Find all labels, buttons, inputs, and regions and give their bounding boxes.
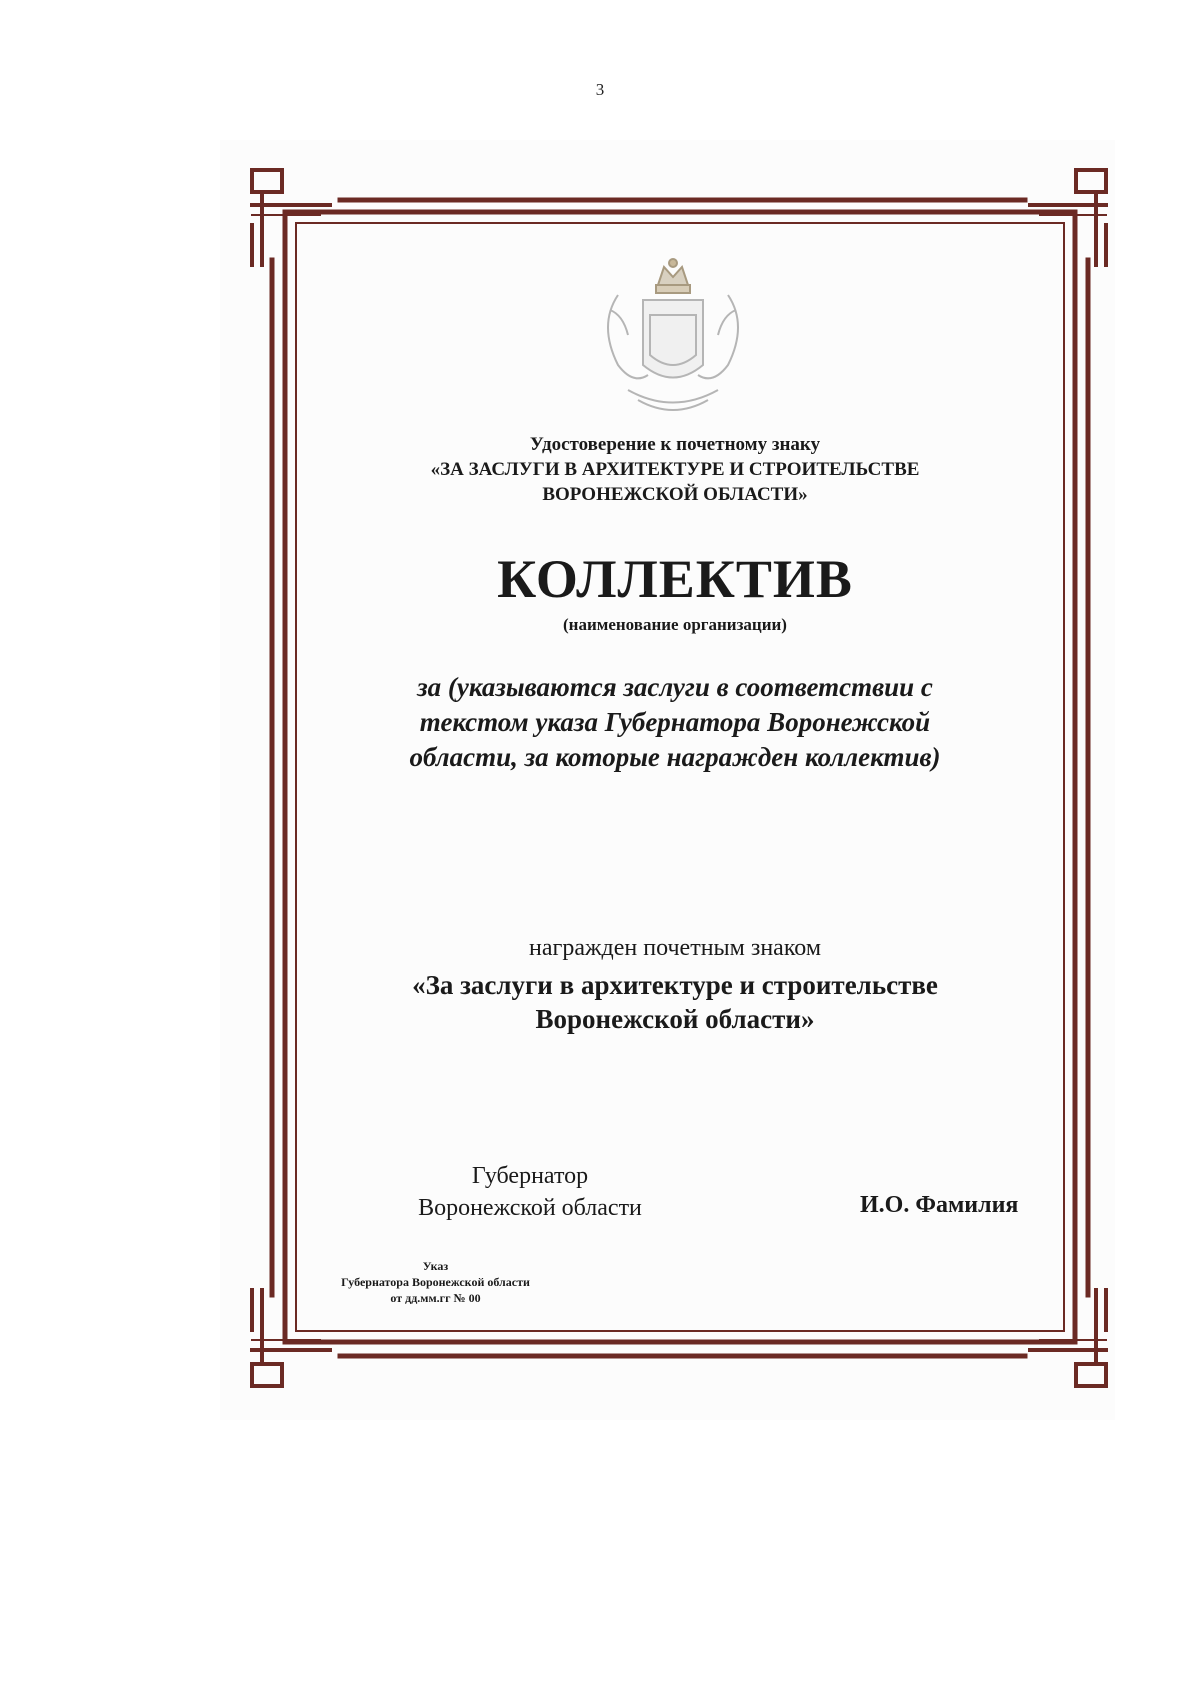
merits-line-2: текстом указа Губернатора Воронежской (419, 707, 931, 737)
signatory-title-line-1: Губернатор (471, 1163, 589, 1189)
coat-of-arms-emblem (588, 255, 758, 425)
header-line-2: «ЗА ЗАСЛУГИ В АРХИТЕКТУРЕ И СТРОИТЕЛЬСТВЕ (430, 459, 920, 480)
awarded-intro: награжден почетным знаком (528, 935, 822, 961)
signatory-title-line-2: Воронежской области (418, 1195, 642, 1221)
merits-line-3: области, за которые награжден коллектив) (409, 742, 941, 772)
certificate-header (0, 432, 1200, 507)
signatory-title (380, 1160, 680, 1224)
badge-name (0, 968, 1200, 1036)
merits-text (0, 670, 1200, 775)
recipient-caption: (наименование организации) (563, 615, 787, 634)
decree-reference (318, 1258, 553, 1306)
header-line-3: ВОРОНЕЖСКОЙ ОБЛАСТИ» (542, 484, 808, 505)
page-number: 3 (595, 80, 605, 99)
decree-line-2: Губернатора Воронежской области (341, 1275, 530, 1289)
badge-line-1: «За заслуги в архитектуре и строительстве (412, 970, 938, 1000)
corner-ornament-top-left (252, 170, 330, 265)
merits-line-1: за (указываются заслуги в соответствии с (417, 672, 933, 702)
corner-ornament-bottom-right (1030, 1290, 1106, 1386)
recipient-title: КОЛЛЕКТИВ (497, 549, 853, 609)
badge-line-2: Воронежской области» (535, 1004, 815, 1034)
header-line-1: Удостоверение к почетному знаку (529, 434, 821, 455)
decree-line-3: от дд.мм.гг № 00 (390, 1291, 481, 1305)
corner-ornament-top-right (1030, 170, 1106, 265)
signatory-name: И.О. Фамилия (860, 1192, 1019, 1218)
decree-line-1: Указ (422, 1259, 449, 1273)
